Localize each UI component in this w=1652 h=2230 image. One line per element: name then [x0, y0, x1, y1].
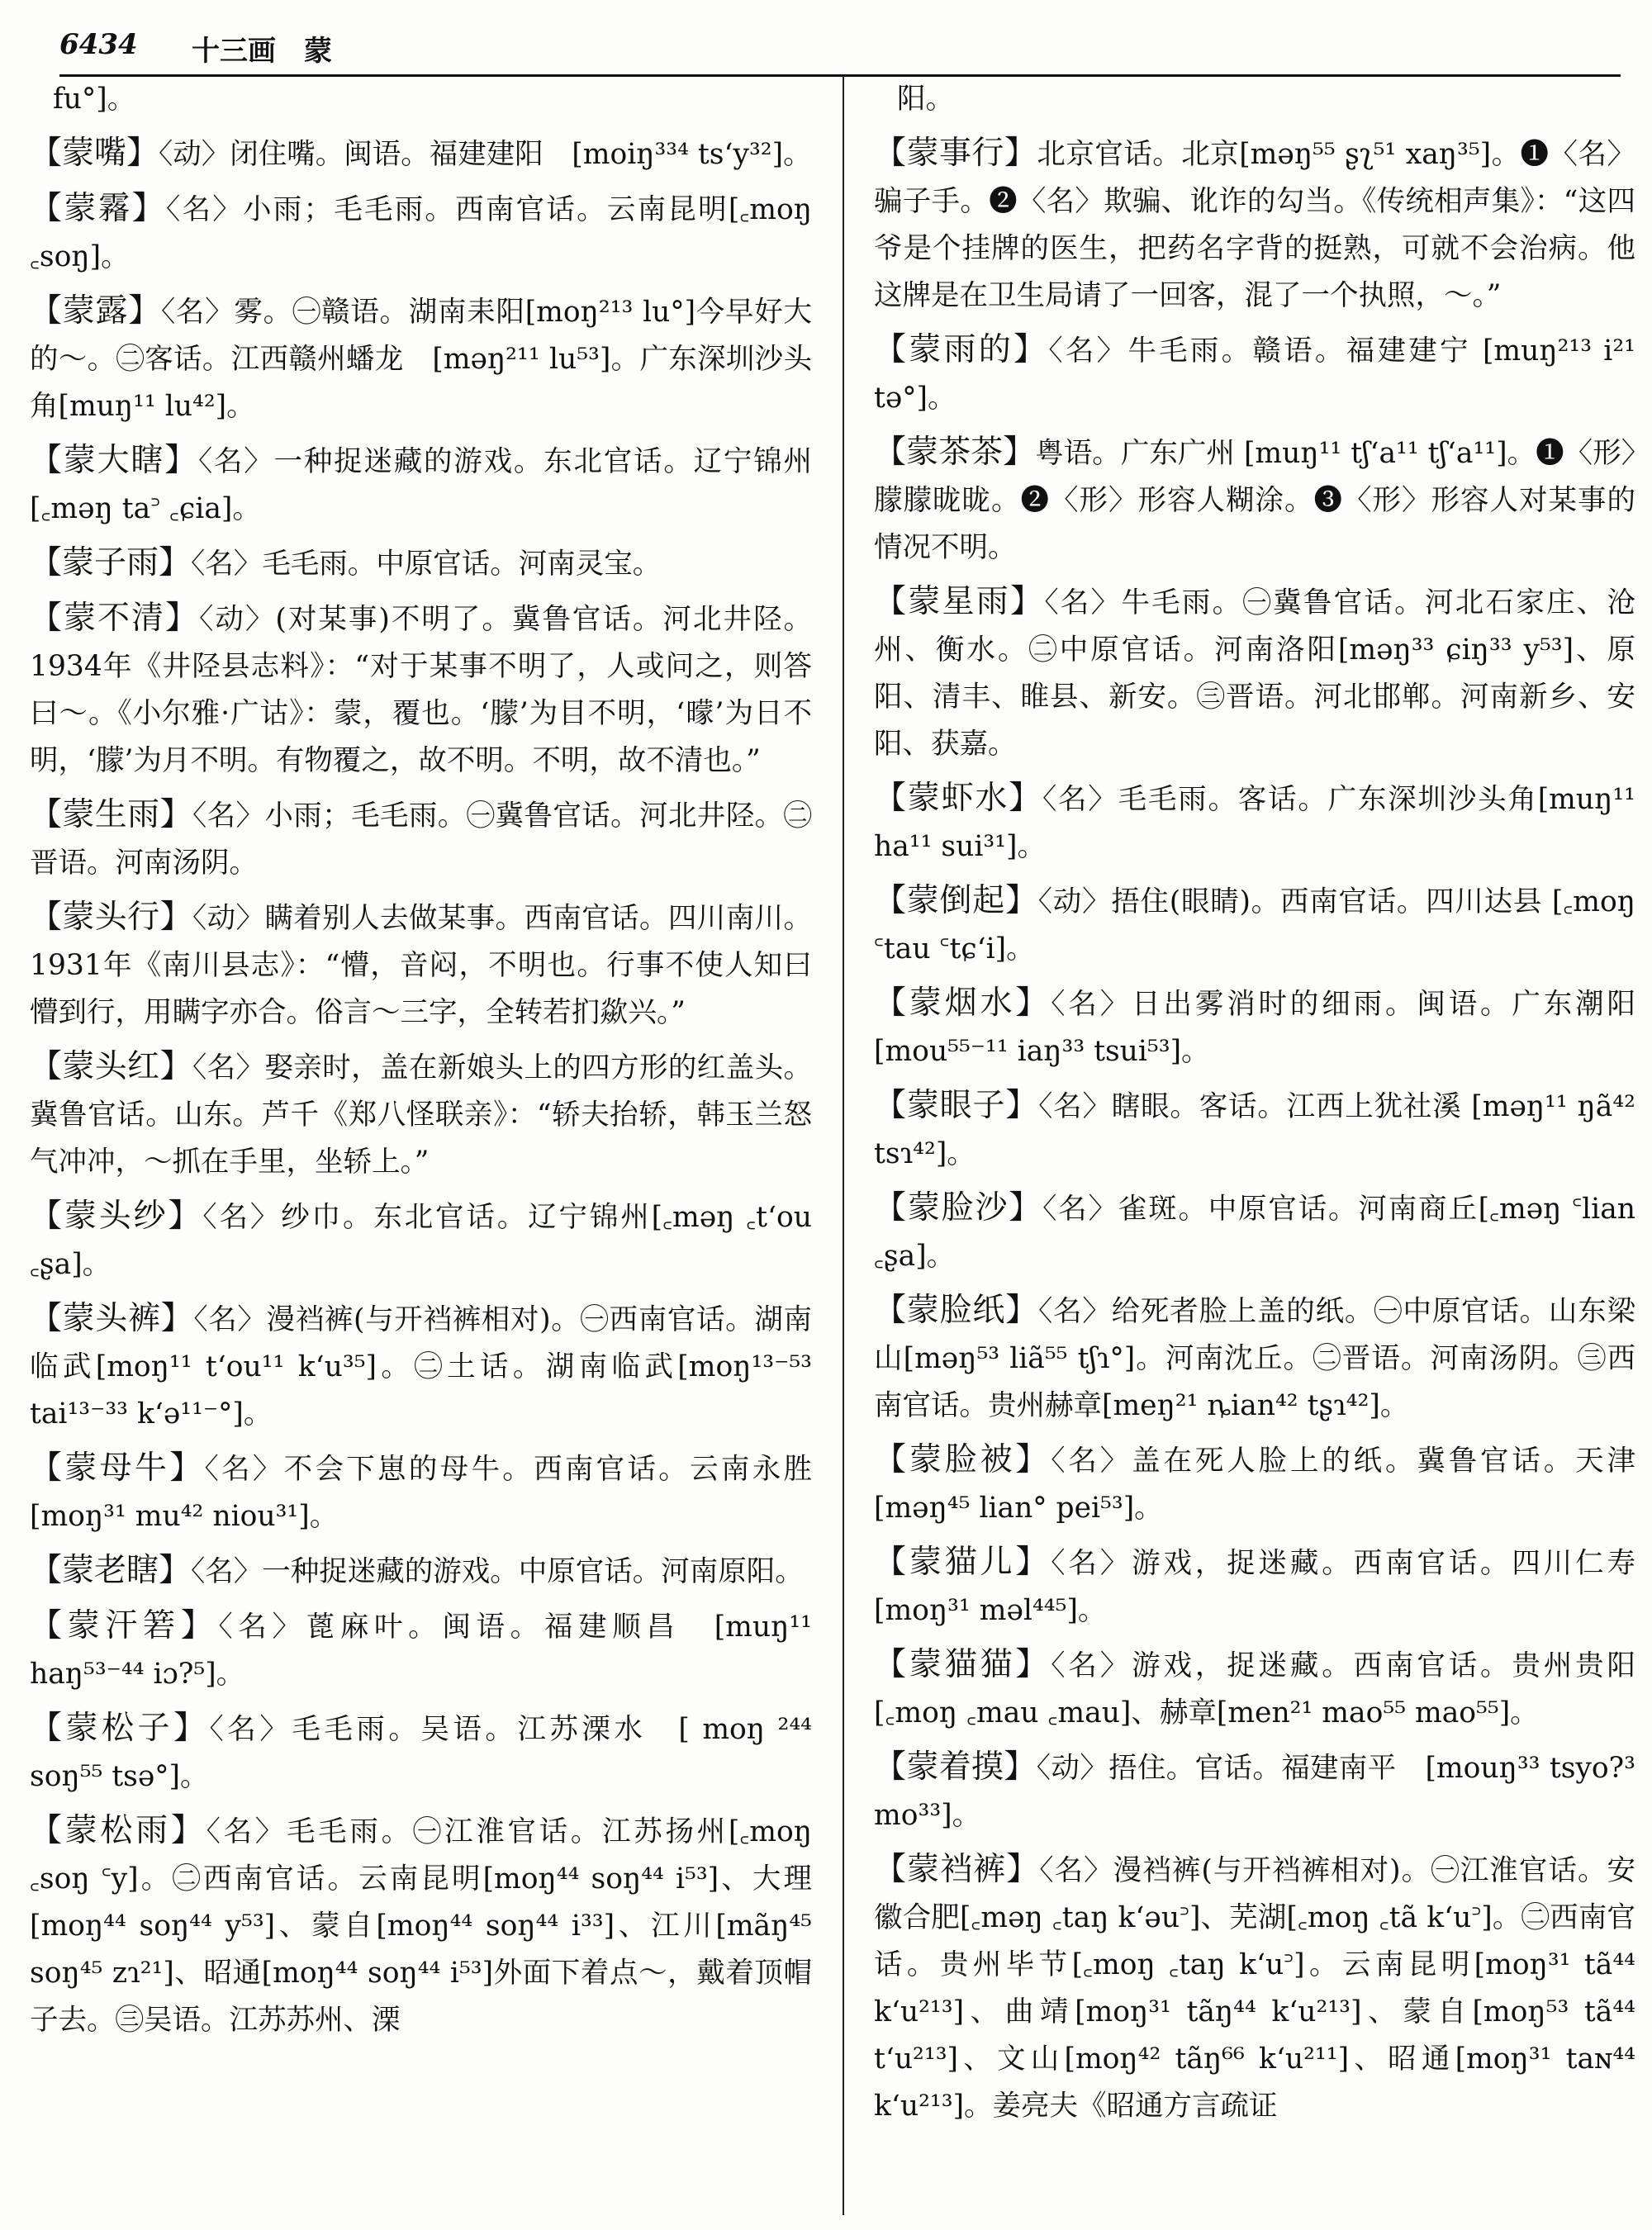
- dictionary-entry: [874, 1436, 1635, 1532]
- dictionary-entry: [874, 1287, 1635, 1430]
- entry-headword: 【蒙子雨】: [30, 544, 192, 581]
- entry-headword: 【蒙倒起】: [874, 882, 1038, 919]
- entry-body: 〈名〉日出雾消时的细雨。闽语。广东潮阳 [mou⁵⁵⁻¹¹ iaŋ³³ tsui⁵³]。: [874, 988, 1635, 1068]
- entry-headword: 【蒙嘴】: [30, 135, 159, 172]
- entry-body: 〈名〉小雨；毛毛雨。㊀冀鲁官话。河北井陉。㊁晋语。河南汤阴。: [30, 799, 812, 880]
- entry-body: 〈名〉牛毛雨。赣语。福建建宁 [muŋ²¹³ i²¹ tə°]。: [874, 334, 1635, 415]
- entry-headword: 【蒙松子】: [30, 1710, 210, 1747]
- dictionary-entry: [874, 1184, 1635, 1280]
- continuation-text: 阳。: [897, 83, 954, 116]
- dictionary-entry: [874, 1641, 1635, 1737]
- dictionary-entry: [30, 1445, 812, 1540]
- left-column: [30, 76, 812, 2218]
- dictionary-entry: [30, 894, 812, 1037]
- entry-body: 〈名〉娶亲时，盖在新娘头上的四方形的红盖头。冀鲁官话。山东。芦千《郑八怪联亲》：“轿夫抬轿，韩玉兰怒气冲冲，～抓在手里，坐轿上。”: [30, 1051, 812, 1179]
- dictionary-entry: [30, 1295, 812, 1438]
- entry-headword: 【蒙猫儿】: [874, 1544, 1051, 1581]
- entry-headword: 【蒙眼子】: [874, 1087, 1039, 1124]
- entry-headword: 【蒙虾水】: [874, 780, 1042, 817]
- dictionary-entry: [874, 326, 1635, 422]
- page-header: [59, 23, 1621, 77]
- entry-body: 〈名〉漫裆裤(与开裆裤相对)。㊀西南官话。湖南临武[moŋ¹¹ t‘ou¹¹ k‘u³⁵]。㊁土话。湖南临武[moŋ¹³⁻⁵³ tai¹³⁻³³ k‘ə¹¹⁻°]。: [30, 1303, 812, 1431]
- dictionary-entry: [874, 578, 1635, 768]
- dictionary-entry: [30, 791, 812, 887]
- entry-body: 粤语。广东广州 [muŋ¹¹ tʃ‘a¹¹ tʃ‘a¹¹]。❶〈形〉朦朦昽昽。❷〈形〉形容人糊涂。❸〈形〉形容人对某事的情况不明。: [874, 437, 1635, 564]
- entry-headword: 【蒙猫猫】: [874, 1646, 1051, 1683]
- entry-headword: 【蒙裆裤】: [874, 1851, 1040, 1888]
- dictionary-entry: [874, 1539, 1635, 1635]
- entry-headword: 【蒙大瞎】: [30, 442, 198, 479]
- entry-body: 〈名〉游戏，捉迷藏。西南官话。贵州贵阳 [꜀moŋ ꜀mau ꜀mau]、赫章[men²¹ mao⁵⁵ mao⁵⁵]。: [874, 1649, 1635, 1729]
- entry-headword: 【蒙头纱】: [30, 1198, 203, 1235]
- dictionary-entry: [874, 1082, 1635, 1178]
- entry-headword: 【蒙脸被】: [874, 1441, 1051, 1478]
- entry-headword: 【蒙烟水】: [874, 985, 1051, 1022]
- entry-body: 〈名〉一种捉迷藏的游戏。中原官话。河南原阳。: [191, 1555, 804, 1588]
- dictionary-entry: [874, 1846, 1635, 2130]
- dictionary-entry: [30, 287, 812, 430]
- entry-headword: 【蒙不清】: [30, 600, 200, 637]
- dictionary-entry: [30, 1602, 812, 1698]
- column-divider: [843, 76, 844, 2215]
- entry-body: 〈名〉蓖麻叶。闽语。福建顺昌 [muŋ¹¹ haŋ⁵³⁻⁴⁴ iɔ?⁵]。: [30, 1611, 812, 1691]
- dictionary-entry: [30, 1043, 812, 1186]
- dictionary-entry: [30, 185, 812, 281]
- entry-headword: 【蒙星雨】: [874, 583, 1045, 620]
- entry-body: 〈名〉雀斑。中原官话。河南商丘[꜀məŋ ꜂lian ꜀ʂa]。: [874, 1193, 1635, 1273]
- entry-headword: 【蒙头行】: [30, 899, 192, 936]
- entry-body: 〈名〉游戏，捉迷藏。西南官话。四川仁寿 [moŋ³¹ məl⁴⁴⁵]。: [874, 1547, 1635, 1627]
- entry-body: 〈名〉毛毛雨。㊀江淮官话。江苏扬州[꜀moŋ ꜀soŋ ꜂y]。㊁西南官话。云南昆明[moŋ⁴⁴ soŋ⁴⁴ i⁵³]、大理[moŋ⁴⁴ soŋ⁴⁴ y⁵³]、蒙自[moŋ⁴⁴ soŋ⁴⁴ i³³]、江川[mãŋ⁴⁵ soŋ⁴⁵ zɿ²¹]、昭通[moŋ⁴⁴ soŋ⁴⁴ i⁵³]外面下着点～，戴着顶帽子去。㊂吴语。江苏苏州、溧: [30, 1815, 812, 2037]
- entry-body: 〈名〉雾。㊀赣语。湖南耒阳[moŋ²¹³ lu°]今早好大的～。㊁客话。江西赣州蟠龙 [məŋ²¹¹ lu⁵³]。广东深圳沙头角[muŋ¹¹ lu⁴²]。: [30, 296, 812, 423]
- entry-body: 〈名〉毛毛雨。吴语。江苏溧水 [ moŋ ²⁴⁴ soŋ⁵⁵ tsə°]。: [30, 1713, 812, 1793]
- entry-headword: 【蒙生雨】: [30, 796, 192, 833]
- right-column: [874, 76, 1635, 2218]
- entry-headword: 【蒙茶茶】: [874, 434, 1036, 471]
- entry-body: 〈名〉纱巾。东北官话。辽宁锦州[꜀məŋ ꜀t‘ou ꜀ʂa]。: [30, 1201, 812, 1281]
- dictionary-entry: [874, 130, 1635, 320]
- entry-body: 〈名〉小雨；毛毛雨。西南官话。云南昆明[꜀moŋ ꜀soŋ]。: [30, 193, 812, 273]
- entry-body: 〈名〉漫裆裤(与开裆裤相对)。㊀江淮官话。安徽合肥[꜀məŋ ꜀taŋ k‘əu꜄]、芜湖[꜀moŋ ꜀tã k‘u꜄]。㊁西南官话。贵州毕节[꜀moŋ ꜀taŋ k‘u꜄]。云南昆明[moŋ³¹ tã⁴⁴ k‘u²¹³]、曲靖[moŋ³¹ tãŋ⁴⁴ k‘u²¹³]、蒙自[moŋ⁵³ tã⁴⁴ t‘u²¹³]、文山[moŋ⁴² tãŋ⁶⁶ k‘u²¹¹]、昭通[moŋ³¹ taɴ⁴⁴ k‘u²¹³]。姜亮夫《昭通方言疏证: [874, 1854, 1635, 2123]
- page-number: 6434: [59, 28, 138, 61]
- entry-headword: 【蒙松雨】: [30, 1812, 206, 1849]
- entry-headword: 【蒙露】: [30, 292, 161, 330]
- entry-body: 〈名〉一种捉迷藏的游戏。东北官话。辽宁锦州[꜀məŋ ta꜄ ꜀ɕia]。: [30, 445, 812, 525]
- entry-body: 〈动〉闭住嘴。闽语。福建建阳 [moiŋ³³⁴ ts‘y³²]。: [159, 138, 812, 171]
- dictionary-entry: [30, 130, 812, 178]
- entry-body: 〈名〉牛毛雨。㊀冀鲁官话。河北石家庄、沧州、衡水。㊁中原官话。河南洛阳[məŋ³³ ɕiŋ³³ y⁵³]、原阳、清丰、睢县、新安。㊂晋语。河北邯郸。河南新乡、安阳、获嘉。: [874, 586, 1635, 761]
- entry-headword: 【蒙头裤】: [30, 1300, 194, 1337]
- continuation-text: fu°]。: [53, 83, 136, 116]
- entry-body: 〈名〉瞎眼。客话。江西上犹社溪 [məŋ¹¹ ŋã⁴² tsɿ⁴²]。: [874, 1090, 1635, 1170]
- entry-headword: 【蒙着摸】: [874, 1748, 1037, 1786]
- entry-headword: 【蒙老瞎】: [30, 1552, 192, 1589]
- entry-body: 〈名〉给死者脸上盖的纸。㊀中原官话。山东梁山[məŋ⁵³ liã⁵⁵ tʃɿ°]。河南沈丘。㊁晋语。河南汤阴。㊂西南官话。贵州赫章[meŋ²¹ ȵian⁴² tʂɿ⁴²]。: [874, 1295, 1635, 1422]
- entry-headword: 【蒙雨的】: [874, 331, 1049, 368]
- dictionary-entry: [30, 437, 812, 533]
- dictionary-entry: [874, 775, 1635, 871]
- entry-headword: 【蒙脸沙】: [874, 1189, 1043, 1226]
- dictionary-entry: [30, 1705, 812, 1801]
- dictionary-entry: [30, 1547, 812, 1596]
- dictionary-entry: [30, 1193, 812, 1288]
- dictionary-entry: [874, 980, 1635, 1075]
- entry-headword: 【蒙汗箬】: [30, 1607, 219, 1644]
- dictionary-entry: [874, 1744, 1635, 1839]
- section-title: 十三画 蒙: [192, 35, 332, 68]
- entry-body: 〈动〉(对某事)不明了。冀鲁官话。河北井陉。1934年《井陉县志料》：“对于某事不明了，人或问之，则答曰～。《小尔雅·广诂》：蒙，覆也。‘朦’为目不明，‘曚’为日不明，‘朦’为月不明。有物覆之，故不明。不明，故不清也。”: [30, 603, 812, 777]
- entry-body: 〈动〉捂住。官话。福建南平 [mouŋ³³ tsyo?³ mo³³]。: [874, 1752, 1635, 1832]
- dictionary-entry: [30, 539, 812, 588]
- entry-headword: 【蒙母牛】: [30, 1450, 205, 1487]
- entry-headword: 【蒙脸纸】: [874, 1292, 1038, 1329]
- entry-body: 〈名〉毛毛雨。中原官话。河南灵宝。: [191, 548, 662, 581]
- entry-body: 〈名〉盖在死人脸上的纸。冀鲁官话。天津 [məŋ⁴⁵ lian° pei⁵³]。: [874, 1445, 1635, 1525]
- entry-body: 〈名〉毛毛雨。客话。广东深圳沙头角[muŋ¹¹ ha¹¹ sui³¹]。: [874, 783, 1635, 863]
- dictionary-entry: [874, 877, 1635, 973]
- dictionary-entry: [30, 1807, 812, 2044]
- entry-headword: 【蒙事行】: [874, 135, 1037, 172]
- entry-body: 〈名〉不会下崽的母牛。西南官话。云南永胜[moŋ³¹ mu⁴² niou³¹]。: [30, 1453, 812, 1533]
- dictionary-entry: [874, 429, 1635, 572]
- entry-headword: 【蒙头红】: [30, 1048, 192, 1085]
- entry-body: 〈动〉捂住(眼睛)。西南官话。四川达县 [꜀moŋ ꜂tau ꜂tɕ‘i]。: [874, 885, 1635, 966]
- entry-headword: 【蒙霿】: [30, 190, 166, 227]
- entry-body: 〈动〉瞒着别人去做某事。西南官话。四川南川。1931年《南川县志》：“懵，音闷，不明也。行事不使人知曰懵到行，用瞒字亦合。俗言～三字，全转若扪歘兴。”: [30, 902, 812, 1029]
- dictionary-entry: [30, 595, 812, 785]
- entry-body: 北京官话。北京[məŋ⁵⁵ ʂʅ⁵¹ xaŋ³⁵]。❶〈名〉骗子手。❷〈名〉欺骗、讹诈的勾当。《传统相声集》：“这四爷是个挂牌的医生，把药名字背的挺熟，可就不会治病。他这牌是在卫生局请了一回客，混了一个执照，～。”: [874, 138, 1635, 312]
